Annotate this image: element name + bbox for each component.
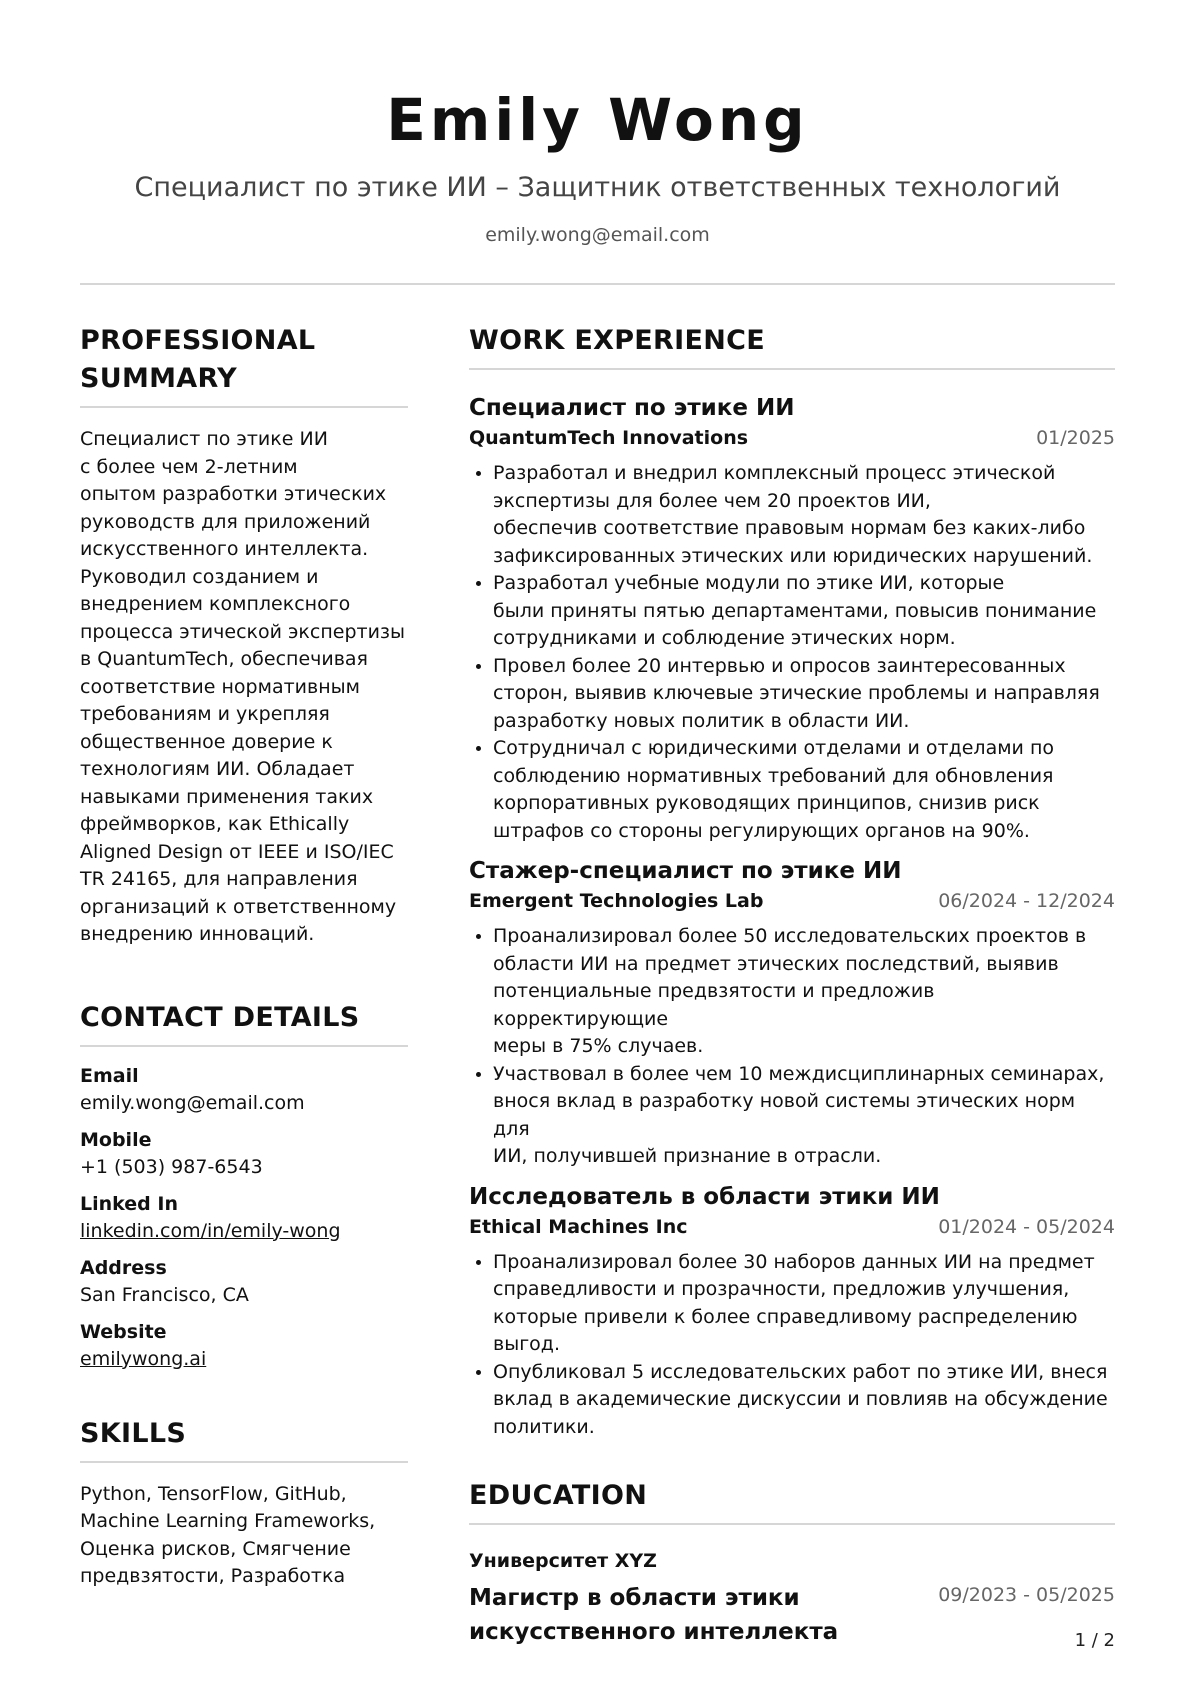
job-bullet: • Сотрудничал с юридическими отделами и отделами по соблюдению нормативных требований для обновления корпоративных руководящих принципов, снизив риск штрафов со стороны регулирующих органов на 90%. bbox=[493, 735, 1115, 845]
job-bullets bbox=[469, 923, 1115, 1171]
job-entry bbox=[469, 855, 1115, 1171]
summary-heading-line2: SUMMARY bbox=[80, 363, 237, 394]
contact-list bbox=[80, 1063, 408, 1373]
job-company: Ethical Machines Inc bbox=[469, 1215, 688, 1238]
job-bullets bbox=[469, 1249, 1115, 1442]
job-title: Специалист по этике ИИ bbox=[469, 395, 795, 421]
job-bullet: • Разработал и внедрил комплексный процесс этической экспертизы для более чем 20 проектов ИИ, обеспечив соответствие правовым нормам без каких-либо зафиксированных этических или юридических нарушений. bbox=[493, 460, 1115, 570]
contact-email-label: Email bbox=[80, 1064, 139, 1087]
header-divider bbox=[80, 283, 1115, 285]
contact-mobile-value: +1 (503) 987-6543 bbox=[80, 1155, 263, 1178]
job-company: QuantumTech Innovations bbox=[469, 427, 749, 449]
job-company: Emergent Technologies Lab bbox=[469, 890, 764, 912]
contact-linkedin-label: Linked In bbox=[80, 1192, 178, 1215]
education-university: Университет XYZ bbox=[469, 1550, 657, 1572]
header-email[interactable]: emily.wong@email.com bbox=[485, 224, 710, 246]
contact-address-label: Address bbox=[80, 1256, 167, 1279]
job-date: 01/2025 bbox=[1036, 427, 1115, 449]
summary-heading-line1: PROFESSIONAL bbox=[80, 325, 316, 356]
contact-address-value: San Francisco, CA bbox=[80, 1283, 249, 1306]
right-column bbox=[469, 322, 1115, 1649]
job-entry bbox=[469, 392, 1115, 845]
job-bullet: • Проанализировал более 30 наборов данных ИИ на предмет справедливости и прозрачности, предложив улучшения, которые привели к более справедливому распределению выгод. bbox=[493, 1249, 1115, 1359]
job-title: Исследователь в области этики ИИ bbox=[469, 1183, 940, 1210]
contact-mobile-label: Mobile bbox=[80, 1128, 152, 1151]
job-date: 06/2024 - 12/2024 bbox=[938, 890, 1115, 912]
contact-heading: CONTACT DETAILS bbox=[80, 999, 408, 1047]
job-bullets bbox=[469, 460, 1115, 845]
job-bullet: • Участвовал в более чем 10 междисциплинарных семинарах, внося вклад в разработку новой системы этических норм для ИИ, получившей признание в отрасли. bbox=[493, 1061, 1115, 1171]
education-heading: EDUCATION bbox=[469, 1477, 1115, 1525]
job-entry bbox=[469, 1181, 1115, 1442]
contact-website-link[interactable]: emilywong.ai bbox=[80, 1347, 207, 1370]
job-bullet: • Разработал учебные модули по этике ИИ, которые были приняты пятью департаментами, повысив понимание сотрудниками и соблюдение этических норм. bbox=[493, 570, 1115, 653]
resume-header bbox=[80, 80, 1115, 250]
left-column bbox=[80, 322, 408, 1591]
candidate-name: Emily Wong bbox=[386, 86, 809, 154]
candidate-headline: Специалист по этике ИИ – Защитник ответственных технологий bbox=[134, 172, 1061, 203]
education-degree: Магистр в области этики искусственного интеллекта bbox=[469, 1585, 839, 1645]
education-date: 09/2023 - 05/2025 bbox=[938, 1584, 1115, 1606]
job-bullet: • Опубликовал 5 исследовательских работ по этике ИИ, внеся вклад в академические дискуссии и повлияв на обсуждение политики. bbox=[493, 1359, 1115, 1442]
skills-text: Python, TensorFlow, GitHub, Machine Learning Frameworks, Оценка рисков, Смягчение предвзятости, Разработка bbox=[80, 1482, 376, 1587]
experience-heading: WORK EXPERIENCE bbox=[469, 322, 1115, 370]
job-bullet: • Проанализировал более 50 исследовательских проектов в области ИИ на предмет этических последствий, выявив потенциальные предвзятости и предложив корректирующие меры в 75% случаев. bbox=[493, 923, 1115, 1061]
summary-heading bbox=[80, 322, 408, 408]
contact-email-value[interactable]: emily.wong@email.com bbox=[80, 1091, 305, 1114]
skills-heading: SKILLS bbox=[80, 1415, 408, 1463]
job-bullet: • Провел более 20 интервью и опросов заинтересованных сторон, выявив ключевые этические проблемы и направляя разработку новых политик в области ИИ. bbox=[493, 653, 1115, 736]
job-date: 01/2024 - 05/2024 bbox=[938, 1215, 1115, 1238]
contact-website-label: Website bbox=[80, 1320, 167, 1343]
page-number: 1 / 2 bbox=[1074, 1630, 1115, 1651]
summary-text: Специалист по этике ИИ с более чем 2-летним опытом разработки этических руководств для приложений искусственного интеллекта. Руководил созданием и внедрением комплексного процесса этической экспертизы в QuantumTech, обеспечивая соответствие нормативным требованиям и укрепляя общественное доверие к технологиям ИИ. Обладает навыками применения таких фреймворков, как Ethically Aligned Design от IEEE и ISO/IEC TR 24165, для направления организаций к ответственному внедрению инноваций. bbox=[80, 428, 406, 945]
job-title: Стажер-специалист по этике ИИ bbox=[469, 858, 902, 884]
contact-linkedin-link[interactable]: linkedin.com/in/emily-wong bbox=[80, 1219, 341, 1242]
